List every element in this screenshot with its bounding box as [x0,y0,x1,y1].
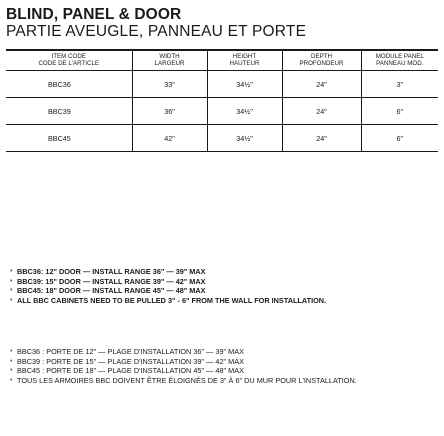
cell-height: 34½" [207,125,282,152]
header-module-panel [361,50,438,71]
list-item: • BBC36 : PORTE DE 12" — PLAGE D'INSTALLATION 36" — 39" MAX [10,347,442,357]
table-header-row [6,50,438,71]
list-item: • BBC39: 15" DOOR — INSTALL RANGE 39" — 42" MAX [10,277,420,287]
table-row [6,71,438,98]
cell-height: 34½" [207,71,282,98]
list-item: • BBC45: 18" DOOR — INSTALL RANGE 45" — 48" MAX [10,286,420,296]
page-title [6,6,306,40]
header-depth-fr: PROFONDEUR [299,60,344,67]
table-row [6,98,438,125]
list-item: • TOUS LES ARMOIRES BBC DOIVENT ÊTRE ÉLOIGNÉS DE 3" À 6" DU MUR POUR L'INSTALLATION. [10,376,442,386]
notes-english [10,267,420,305]
cell-height: 34½" [207,98,282,125]
header-item-code [6,50,132,71]
spec-table [6,49,438,152]
header-height-en: HEIGHT [232,53,257,60]
cell-depth: 24" [282,71,361,98]
header-width [132,50,207,71]
header-width-fr: LARGEUR [154,60,185,67]
header-depth-en: DEPTH [311,53,332,60]
header-item-code-en: ITEM CODE [51,53,86,60]
cell-width: 33" [132,71,207,98]
header-height [207,50,282,71]
header-module-panel-en: MODULE PANEL [375,53,424,60]
cell-width: 36" [132,98,207,125]
list-item: • BBC39 : PORTE DE 15" — PLAGE D'INSTALLATION 39" — 42" MAX [10,357,442,367]
list-item: • BBC45 : PORTE DE 18" — PLAGE D'INSTALLATION 45" — 48" MAX [10,366,442,376]
header-height-fr: HAUTEUR [229,60,260,67]
cell-panel: 6" [361,125,438,152]
notes-french [10,347,442,385]
table-row [6,125,438,152]
cell-code: BBC39 [6,98,132,125]
header-module-panel-fr: PANNEAU MOD. [376,60,424,67]
header-width-en: WIDTH [159,53,180,60]
cell-code: BBC45 [6,125,132,152]
cell-panel: 6" [361,98,438,125]
cell-width: 42" [132,125,207,152]
header-item-code-fr: CODE DE L'ARTICLE [38,60,100,67]
list-item: • ALL BBC CABINETS NEED TO BE PULLED 3" - 6" FROM THE WALL FOR INSTALLATION. [10,296,420,306]
cell-depth: 24" [282,98,361,125]
title-french: PARTIE AVEUGLE, PANNEAU ET PORTE [6,23,307,40]
cell-code: BBC36 [6,71,132,98]
list-item: • BBC36: 12" DOOR — INSTALL RANGE 36" — 39" MAX [10,267,420,277]
cell-depth: 24" [282,125,361,152]
cell-panel: 3" [361,71,438,98]
header-depth [282,50,361,71]
title-english: BLIND, PANEL & DOOR [6,6,182,23]
